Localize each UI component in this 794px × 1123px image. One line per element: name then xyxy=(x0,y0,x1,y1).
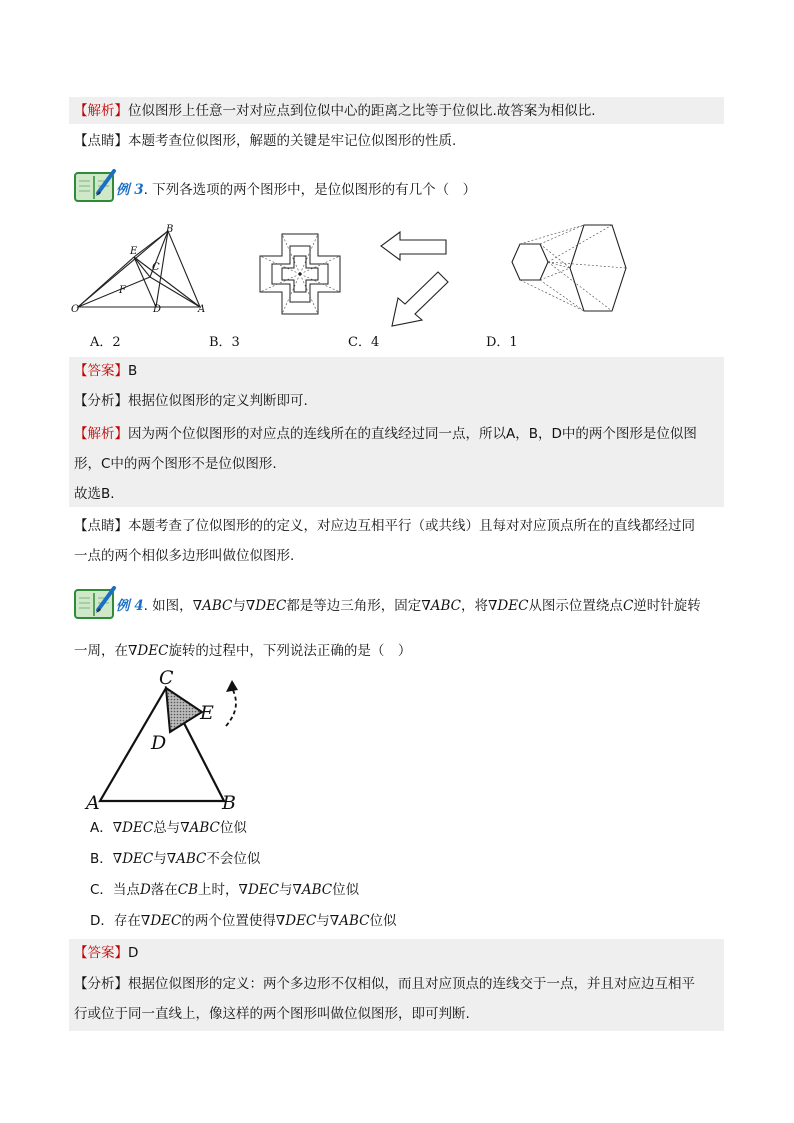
ex4-option-c xyxy=(90,880,359,900)
example3-question: . 下列各选项的两个图形中，是位似图形的有几个（ ） xyxy=(143,182,477,198)
ex3-jiexi-tag: 【解析】 xyxy=(74,426,128,442)
fig3-label-o: O xyxy=(71,304,80,315)
ex4-opt-a-abc: ∇ABC xyxy=(180,820,220,836)
ex4-opt-b-dec: ∇DEC xyxy=(112,851,154,867)
ex4-q-dec3: ∇DEC xyxy=(128,643,169,659)
fig3-label-b: B xyxy=(166,224,174,235)
dianjing-text: 本题考查位似图形，解题的关键是牢记位似图形的性质. xyxy=(128,133,457,149)
fig3-label-f: F xyxy=(119,285,126,296)
jiexi-line xyxy=(74,101,596,121)
ex3-option-b: B．3 xyxy=(209,335,240,350)
ex3-jiexi-line1 xyxy=(74,424,697,444)
ex4-opt-c-d: D xyxy=(139,882,151,898)
dianjing-tag: 【点睛】 xyxy=(74,133,128,149)
ex4-fenxi-line2: 行或位于同一直线上，像这样的两个图形叫做位似图形，即可判断. xyxy=(74,1006,470,1022)
jiexi-text: 位似图形上任意一对对应点到位似中心的距离之比等于位似比.故答案为相似比. xyxy=(128,103,596,119)
ex4-opt-d-pre: D．存在 xyxy=(90,913,141,929)
ex4-q-f: 逆时针旋转 xyxy=(633,598,701,614)
ex4-opt-d-dec: ∇DEC xyxy=(140,913,182,929)
ex3-dianjing-tag: 【点睛】 xyxy=(74,518,128,534)
jiexi-tag: 【解析】 xyxy=(74,103,128,119)
ex4-opt-a-pre: A． xyxy=(90,820,113,836)
fig4-label-a: A xyxy=(86,792,100,814)
ex4-opt-a-post: 位似 xyxy=(219,820,247,836)
ex4-q-point-c: C xyxy=(622,598,634,614)
ex4-opt-d-post: 位似 xyxy=(369,913,397,929)
example4-title-line2 xyxy=(74,641,411,661)
ex4-answer-tag: 【答案】 xyxy=(74,945,128,961)
ex4-opt-b-abc: ∇ABC xyxy=(166,851,207,867)
fig4-label-b: B xyxy=(222,792,236,814)
ex4-opt-c-pre: C．当点 xyxy=(90,882,140,898)
example4-title-line1 xyxy=(116,596,701,616)
ex4-q-abc2: ∇ABC xyxy=(421,598,461,614)
ex4-answer-line xyxy=(74,943,138,963)
example4-label: 例 4 xyxy=(116,598,144,614)
ex4-q-b: 与 xyxy=(232,598,246,614)
ex4-opt-c-mid: 落在 xyxy=(150,882,178,898)
ex3-answer-tag: 【答案】 xyxy=(74,363,128,379)
ex4-opt-b-mid: 与 xyxy=(153,851,167,867)
ex4-opt-d-mid2: 与 xyxy=(316,913,330,929)
ex4-opt-d-mid: 的两个位置使得 xyxy=(181,913,276,929)
example3-title xyxy=(116,180,476,200)
fig3-label-d: D xyxy=(153,304,162,315)
ex4-opt-c-abc: ∇ABC xyxy=(292,882,333,898)
ex3-fenxi-tag: 【分析】 xyxy=(74,393,128,409)
ex4-q-line2-b: 旋转的过程中，下列说法正确的是（ ） xyxy=(168,643,412,659)
ex4-answer: D xyxy=(128,945,139,961)
ex3-option-c: C．4 xyxy=(348,335,380,350)
ex4-q-line2-a: 一周，在 xyxy=(74,643,128,659)
ex3-jiexi-text1: 因为两个位似图形的对应点的连线所在的直线经过同一点，所以A，B，D中的两个图形是位似图 xyxy=(128,426,697,442)
ex4-opt-c-mid2: 上时， xyxy=(198,882,239,898)
ex4-q-dec: ∇DEC xyxy=(245,598,287,614)
ex4-fenxi-line1 xyxy=(74,974,695,994)
ex3-dianjing-line1 xyxy=(74,516,695,536)
fig4-label-e: E xyxy=(200,702,214,724)
ex4-opt-c-post: 位似 xyxy=(332,882,360,898)
ex3-dianjing-line2: 一点的两个相似多边形叫做位似图形. xyxy=(74,548,295,564)
ex3-option-a: A．2 xyxy=(90,335,121,350)
ex4-option-b xyxy=(90,849,260,869)
ex4-option-d xyxy=(90,911,396,931)
ex3-jiexi-line2: 形，C中的两个图形不是位似图形. xyxy=(74,456,277,472)
dianjing-line xyxy=(74,131,456,151)
ex3-dianjing-text1: 本题考查了位似图形的的定义，对应边互相平行（或共线）且每对对应顶点所在的直线都经过同 xyxy=(128,518,695,534)
ex4-fenxi-text1: 根据位似图形的定义：两个多边形不仅相似，而且对应顶点的连线交于一点，并且对应边互相平 xyxy=(128,976,695,992)
fig3-label-e: E xyxy=(130,246,138,257)
figure-a-triangles xyxy=(68,225,218,320)
figure-c-arrows xyxy=(378,228,458,328)
ex4-opt-a-mid: 总与 xyxy=(153,820,181,836)
book-pencil-icon xyxy=(72,584,122,622)
ex4-q-dec2: ∇DEC xyxy=(488,598,529,614)
ex3-fenxi-line xyxy=(74,391,308,411)
ex4-opt-d-abc: ∇ABC xyxy=(329,913,370,929)
ex4-opt-a-dec: ∇DEC xyxy=(112,820,154,836)
fig4-label-c: C xyxy=(159,667,174,689)
ex4-opt-b-pre: B． xyxy=(90,851,113,867)
ex4-option-a xyxy=(90,818,247,838)
fig3-label-a: A xyxy=(198,304,206,315)
ex4-opt-c-mid3: 与 xyxy=(278,882,293,898)
fig4-label-d: D xyxy=(151,732,167,754)
figure-d-hexagons xyxy=(508,222,630,318)
fig3-label-c: C xyxy=(152,262,160,273)
ex4-q-e: 从图示位置绕点 xyxy=(528,598,623,614)
ex4-q-abc: ∇ABC xyxy=(192,598,233,614)
ex4-q-d: ，将 xyxy=(461,598,488,614)
ex3-option-d: D．1 xyxy=(486,335,518,350)
figure-rotating-triangles xyxy=(86,668,256,812)
ex4-fenxi-tag: 【分析】 xyxy=(74,976,128,992)
ex4-q-a: . 如图， xyxy=(143,598,193,614)
figure-b-crosses xyxy=(258,232,342,316)
ex4-opt-d-dec2: ∇DEC xyxy=(275,913,317,929)
ex3-fenxi: 根据位似图形的定义判断即可. xyxy=(128,393,308,409)
ex3-answer: B xyxy=(128,363,138,379)
example3-label: 例 3 xyxy=(116,182,144,198)
ex4-opt-c-dec: ∇DEC xyxy=(238,882,279,898)
ex4-opt-c-cb: CB xyxy=(177,882,199,898)
book-pencil-icon xyxy=(72,167,122,205)
ex3-jiexi-line3: 故选B. xyxy=(74,486,115,502)
ex4-q-c: 都是等边三角形，固定 xyxy=(286,598,422,614)
ex4-opt-b-post: 不会位似 xyxy=(206,851,261,867)
ex3-answer-line xyxy=(74,361,137,381)
